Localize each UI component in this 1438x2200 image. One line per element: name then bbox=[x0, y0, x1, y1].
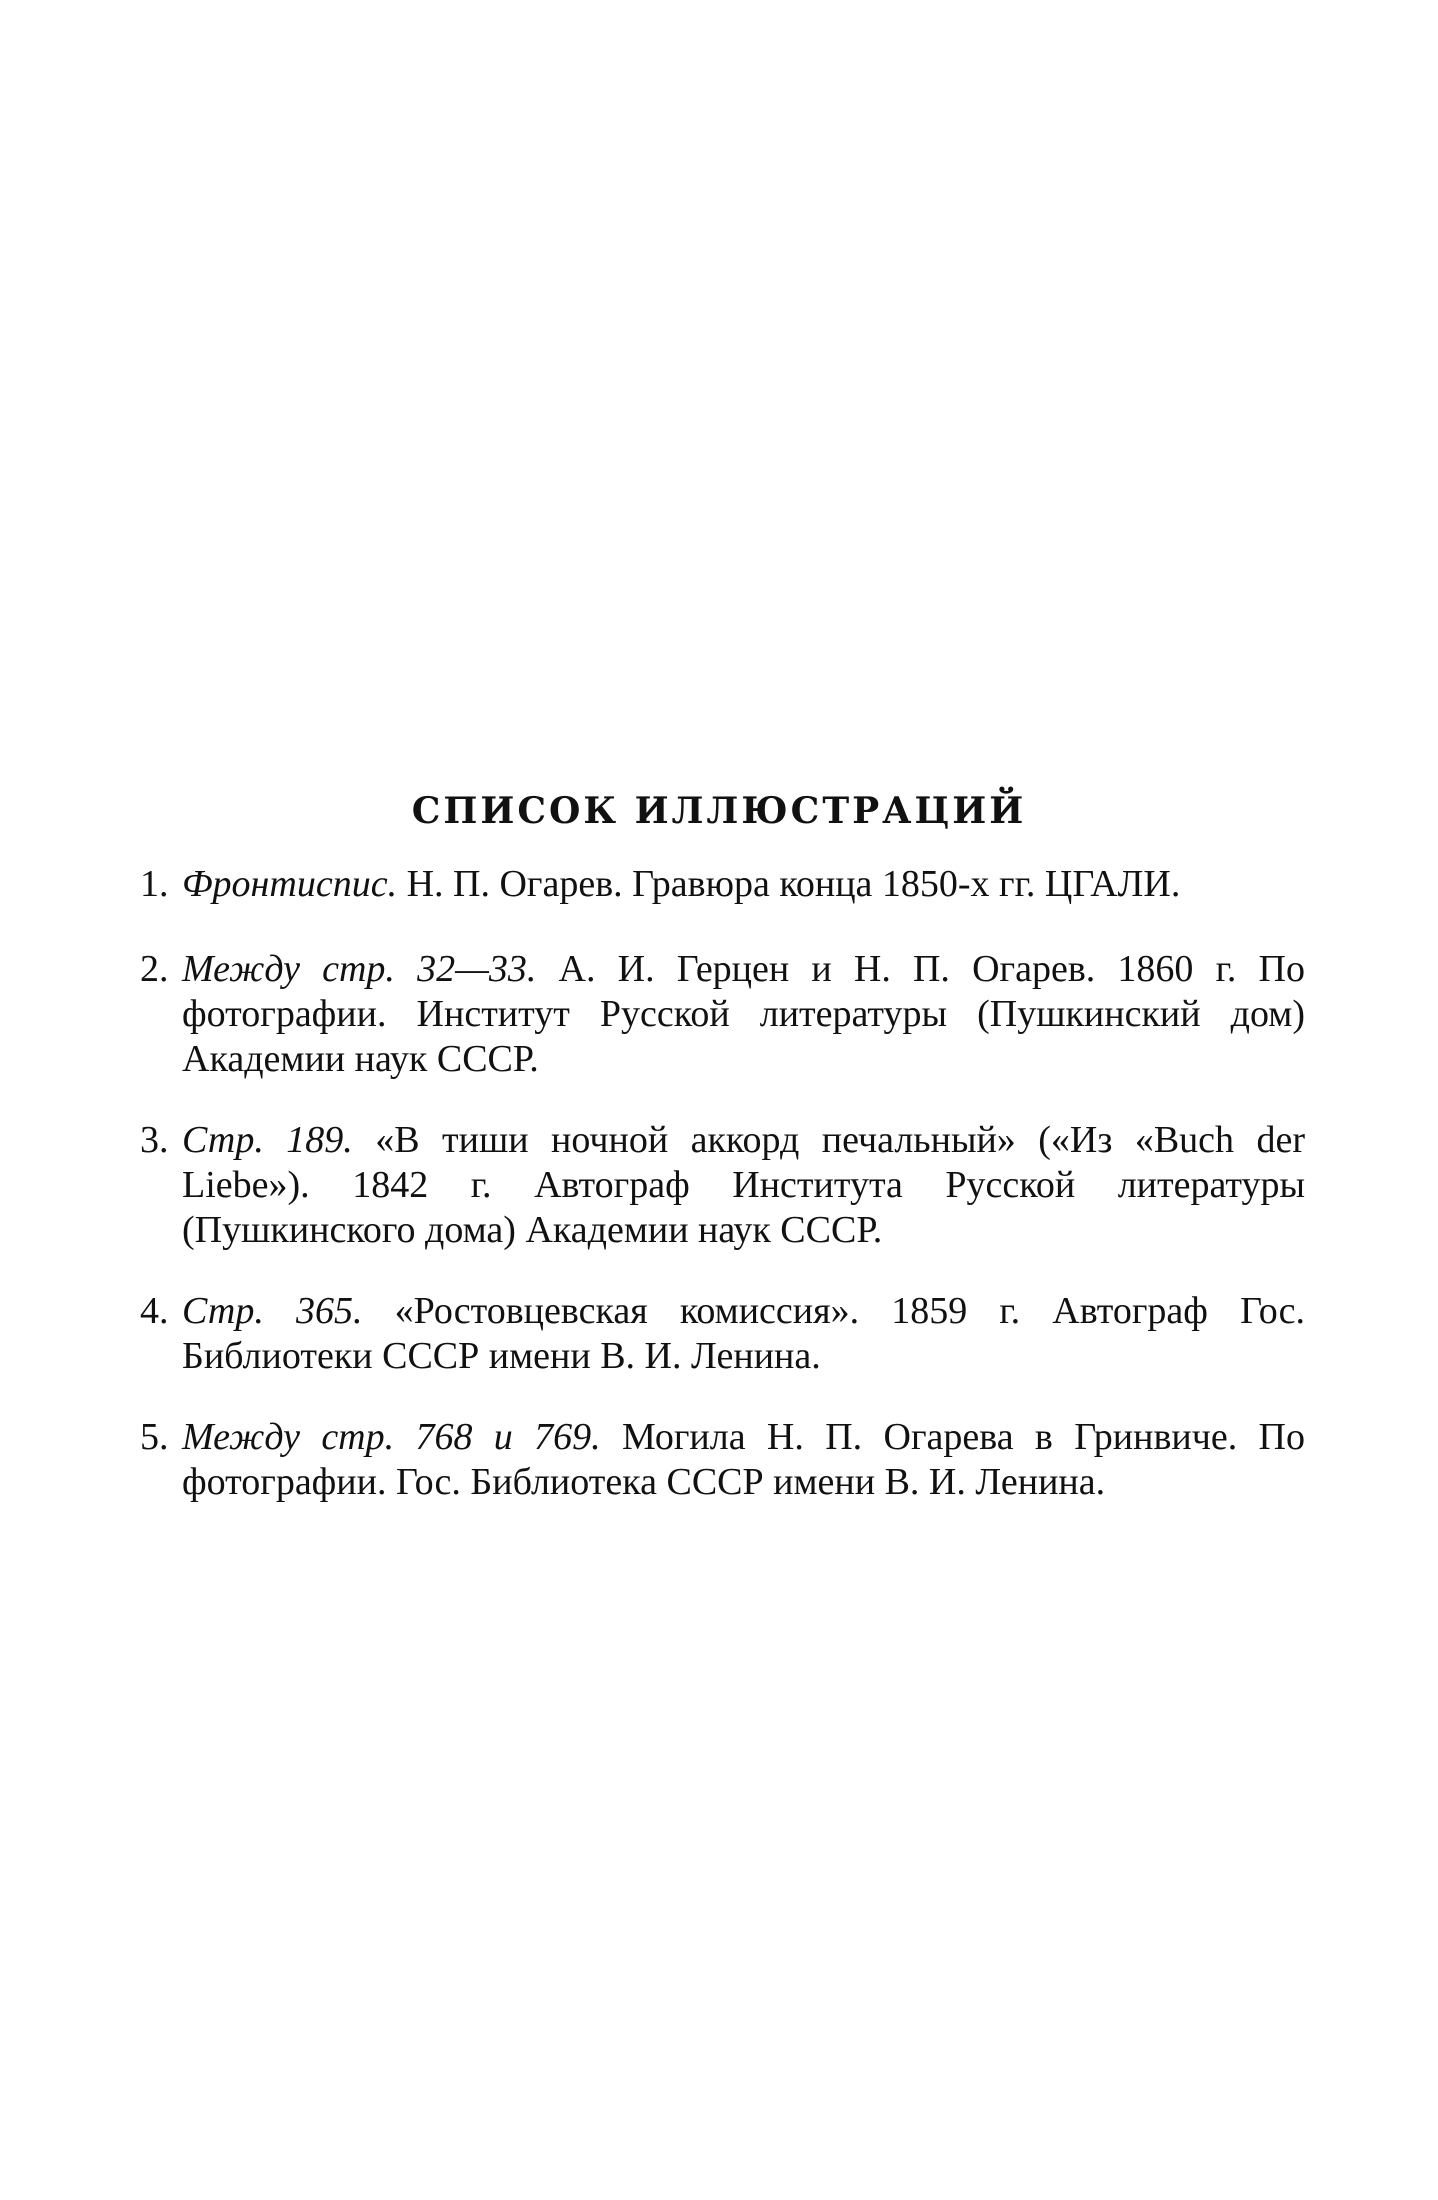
list-item bbox=[140, 1289, 1305, 1379]
illustrations-list bbox=[140, 862, 1305, 1541]
item-reference: Между стр. 768 и 769. bbox=[182, 1416, 622, 1458]
item-reference: Фронтиспис. bbox=[182, 863, 407, 905]
item-description: Н. П. Огарев. Гравюра конца 1850-х гг. ЦГАЛИ. bbox=[406, 863, 1181, 905]
item-reference: Стр. 365. bbox=[182, 1290, 395, 1332]
item-number: 3. bbox=[140, 1119, 169, 1161]
list-item bbox=[140, 1118, 1305, 1253]
item-number: 4. bbox=[140, 1290, 169, 1332]
list-of-illustrations-heading: СПИСОК ИЛЛЮСТРАЦИЙ bbox=[411, 790, 1027, 832]
list-item bbox=[140, 947, 1305, 1082]
item-description: А. И. Герцен и Н. П. Огарев. 1860 г. По фотографии. Институт Русской литературы (Пушкинский дом) Академии наук СССР. bbox=[182, 948, 1305, 1080]
item-description: «Ростовцевская комиссия». 1859 г. Автограф Гос. Библиотеки СССР имени В. И. Ленина. bbox=[182, 1290, 1306, 1377]
list-item bbox=[140, 1415, 1305, 1505]
item-reference: Стр. 189. bbox=[182, 1119, 376, 1161]
item-number: 1. bbox=[140, 863, 169, 905]
item-reference: Между стр. 32—33. bbox=[182, 948, 559, 990]
list-item bbox=[140, 862, 1305, 907]
item-number: 2. bbox=[140, 948, 169, 990]
item-number: 5. bbox=[140, 1416, 169, 1458]
item-description: Могила Н. П. Огарева в Гринвиче. По фотографии. Гос. Библиотека СССР имени В. И. Ленина. bbox=[182, 1416, 1305, 1503]
item-description: «В тиши ночной аккорд печальный» («Из «Buch der Liebe»). 1842 г. Автограф Института Русской литературы (Пушкинского дома) Академии наук СССР. bbox=[182, 1119, 1305, 1251]
